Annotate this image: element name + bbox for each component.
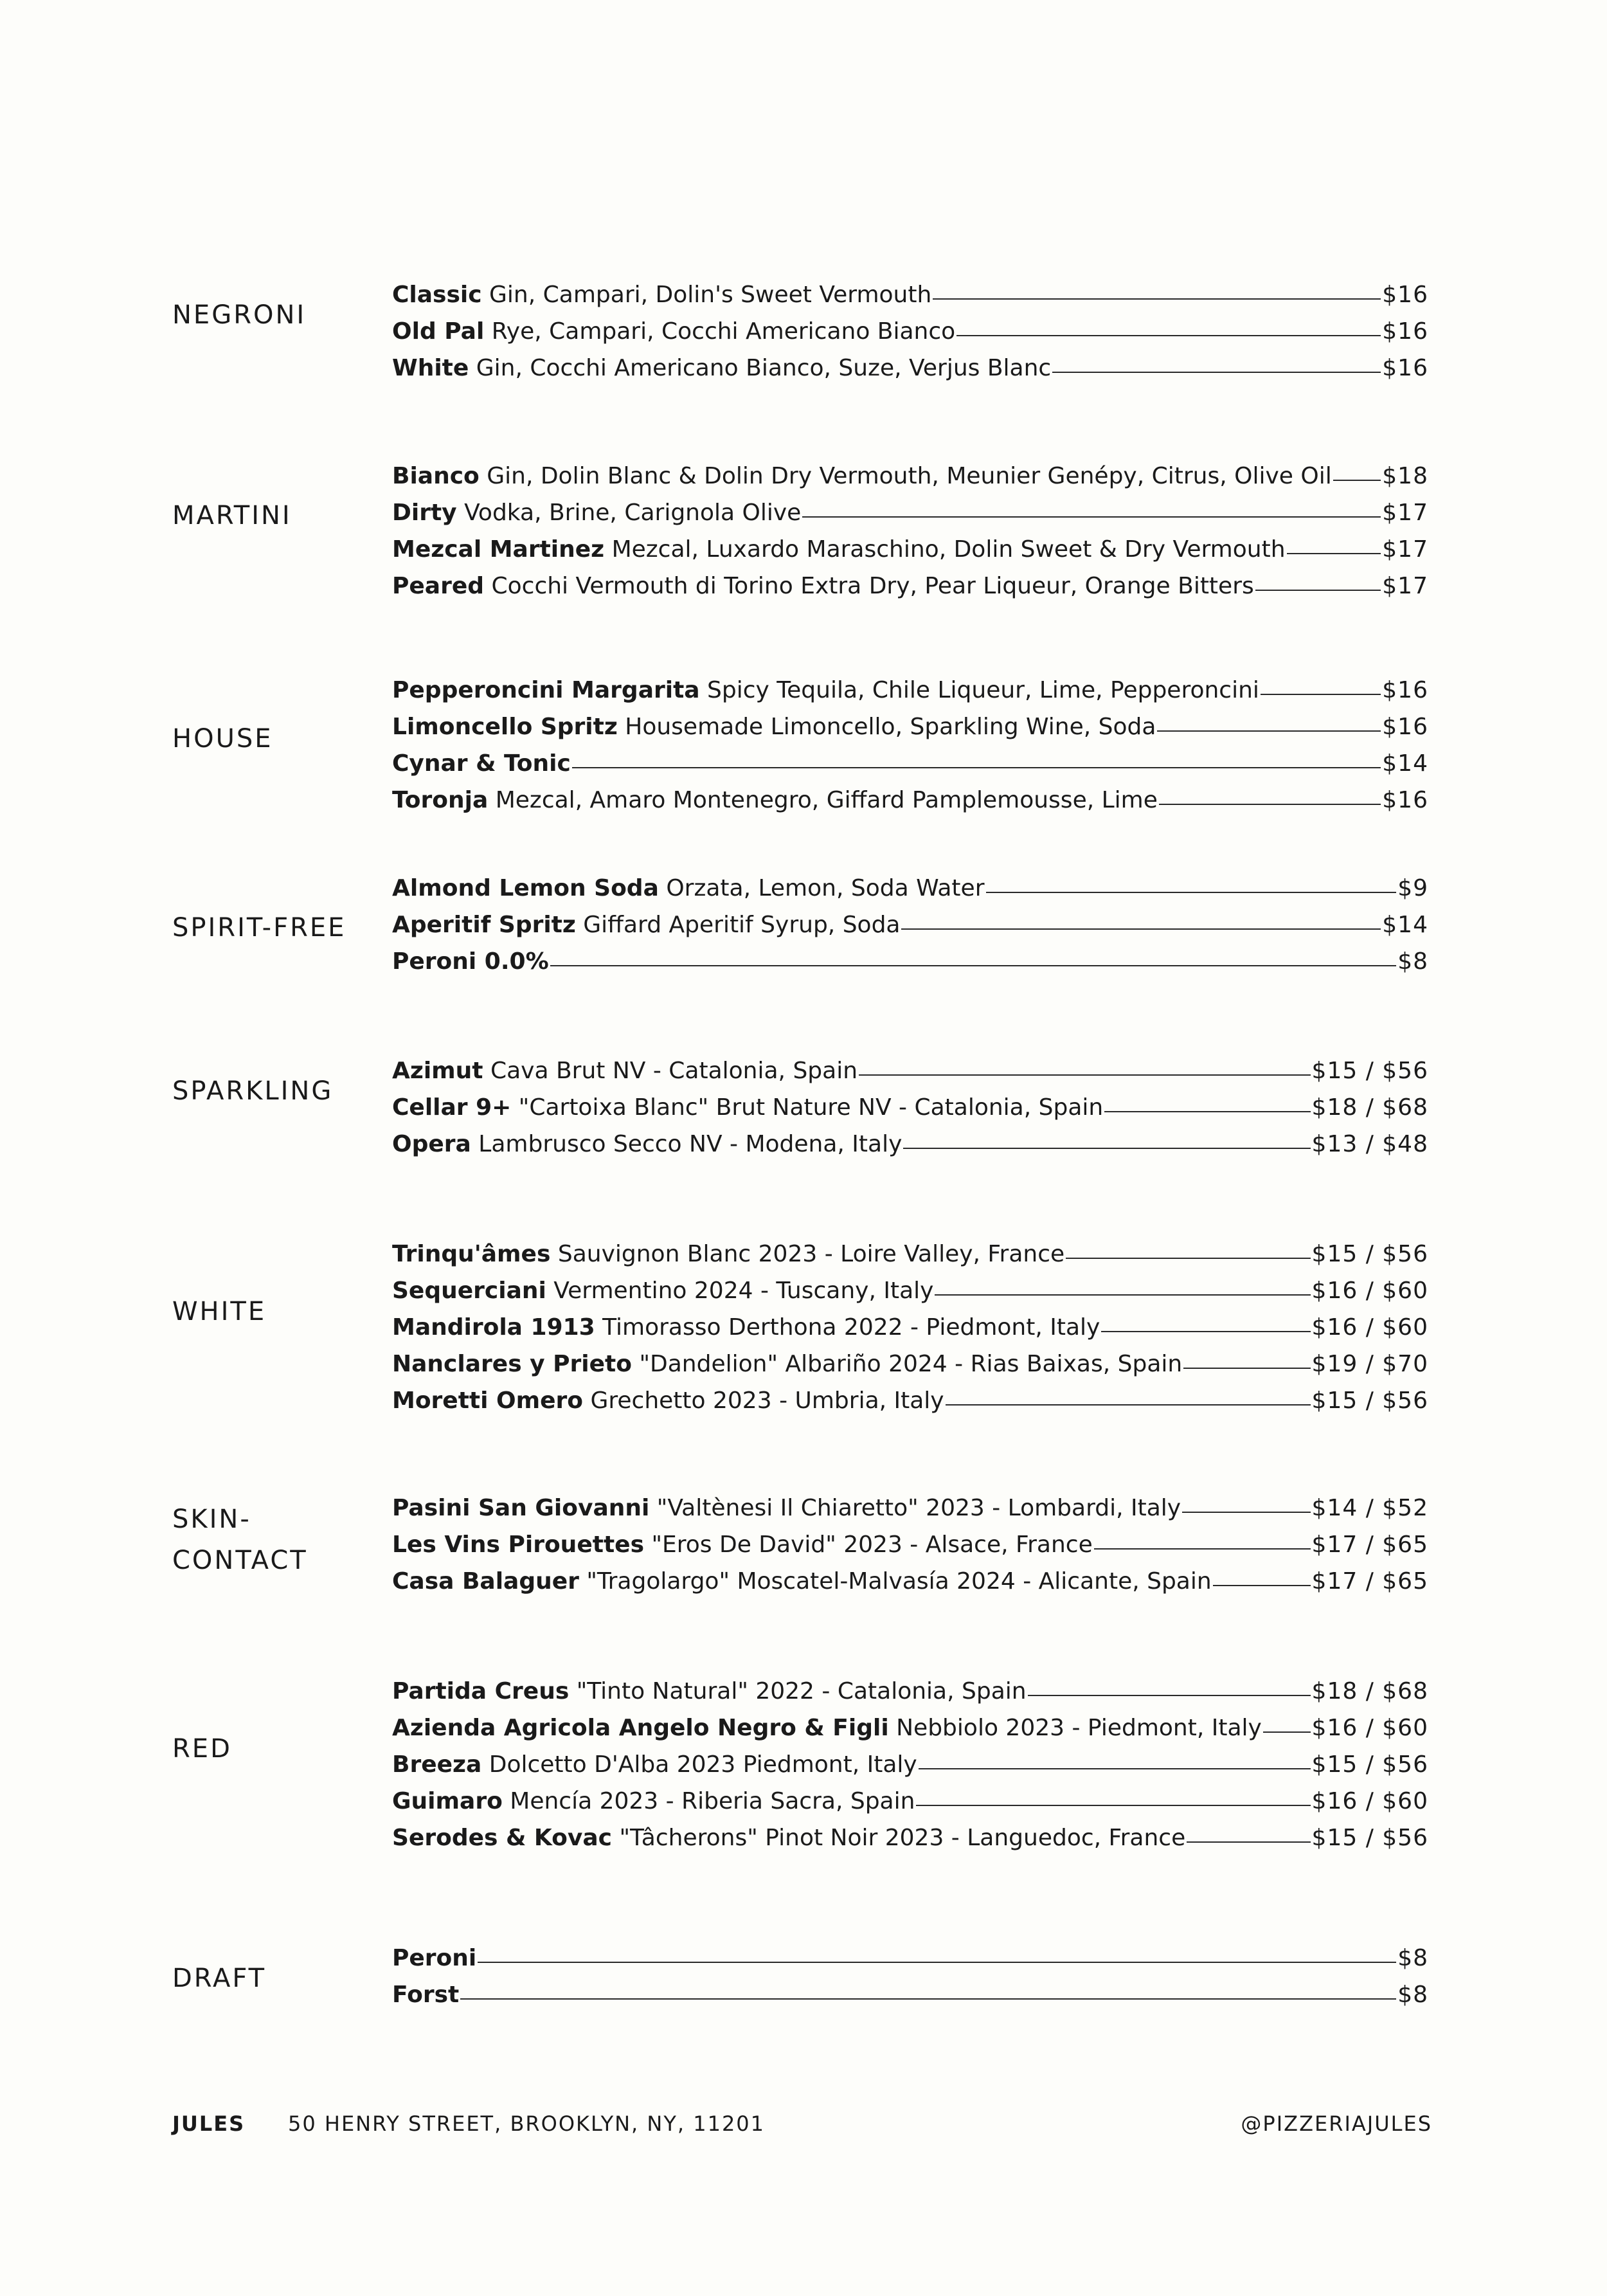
- menu-item: [392, 1783, 1428, 1820]
- item-text: [392, 1309, 1100, 1346]
- item-name: Limoncello Spritz: [392, 714, 618, 740]
- item-text: [392, 1940, 476, 1976]
- leader-line: [1104, 1111, 1310, 1112]
- leader-line: [1157, 730, 1381, 732]
- item-description: Gin, Cocchi Americano Bianco, Suze, Verjus Blanc: [469, 355, 1052, 381]
- item-text: [392, 1272, 933, 1309]
- category-label: NEGRONI: [172, 300, 307, 330]
- item-text: [392, 1976, 459, 2013]
- leader-line: [859, 1074, 1311, 1076]
- item-name: Cynar & Tonic: [392, 750, 571, 777]
- menu-item: [392, 494, 1428, 531]
- item-list: [392, 1940, 1428, 2013]
- item-text: [392, 1053, 857, 1089]
- leader-line: [1101, 1331, 1310, 1332]
- menu-item: [392, 1272, 1428, 1309]
- item-price: $16 / $60: [1311, 1788, 1428, 1814]
- item-price: $15 / $56: [1311, 1825, 1428, 1851]
- item-description: Dolcetto D'Alba 2023 Piedmont, Italy: [481, 1751, 917, 1778]
- item-price: $8: [1397, 1982, 1428, 2008]
- item-description: Orzata, Lemon, Soda Water: [658, 875, 985, 901]
- item-text: [392, 1236, 1064, 1272]
- category-label: RED: [172, 1734, 232, 1764]
- menu-item: [392, 276, 1428, 313]
- item-price: $15 / $56: [1311, 1751, 1428, 1778]
- menu-item: [392, 1126, 1428, 1162]
- item-price: $17 / $65: [1311, 1532, 1428, 1558]
- leader-line: [1182, 1512, 1310, 1513]
- item-name: Cellar 9+: [392, 1094, 512, 1121]
- item-text: [392, 1126, 902, 1162]
- item-name: Peared: [392, 573, 485, 599]
- item-name: Peroni: [392, 1945, 477, 1971]
- item-price: $17: [1382, 573, 1428, 599]
- item-name: Guimaro: [392, 1788, 503, 1814]
- item-description: Housemade Limoncello, Sparkling Wine, Soda: [617, 714, 1156, 740]
- item-description: Grechetto 2023 - Umbria, Italy: [583, 1388, 944, 1414]
- item-name: Serodes & Kovac: [392, 1825, 612, 1851]
- category-label: SPARKLING: [172, 1076, 334, 1106]
- menu-item: [392, 350, 1428, 386]
- item-name: Aperitif Spritz: [392, 912, 576, 938]
- leader-line: [1028, 1695, 1311, 1696]
- item-name: Breeza: [392, 1751, 482, 1778]
- item-description: "Tragolargo" Moscatel-Malvasía 2024 - Alicante, Spain: [579, 1568, 1212, 1595]
- item-price: $15 / $56: [1311, 1388, 1428, 1414]
- item-list: [392, 1236, 1428, 1419]
- category-label: SKIN- CONTACT: [172, 1505, 308, 1575]
- item-price: $18 / $68: [1311, 1678, 1428, 1704]
- menu-item: [392, 458, 1428, 494]
- social-handle: @PIZZERIAJULES: [1241, 2111, 1432, 2136]
- item-price: $18: [1382, 463, 1428, 489]
- item-list: [392, 276, 1428, 386]
- item-description: "Tâcherons" Pinot Noir 2023 - Languedoc, France: [612, 1825, 1186, 1851]
- menu-item: [392, 1089, 1428, 1126]
- item-list: [392, 672, 1428, 818]
- item-text: [392, 1526, 1093, 1563]
- item-description: Giffard Aperitif Syrup, Soda: [575, 912, 901, 938]
- leader-line: [933, 298, 1381, 300]
- item-price: $14 / $52: [1311, 1495, 1428, 1521]
- item-text: [392, 907, 900, 943]
- leader-line: [572, 767, 1381, 768]
- item-price: $15 / $56: [1311, 1241, 1428, 1267]
- item-price: $19 / $70: [1311, 1351, 1428, 1377]
- item-name: Casa Balaguer: [392, 1568, 579, 1595]
- item-text: [392, 672, 1259, 709]
- item-description: Cava Brut NV - Catalonia, Spain: [483, 1058, 858, 1084]
- category-label: SPIRIT-FREE: [172, 913, 346, 943]
- address: 50 HENRY STREET, BROOKLYN, NY, 11201: [288, 2111, 766, 2136]
- leader-line: [1066, 1258, 1310, 1259]
- item-name: Moretti Omero: [392, 1388, 584, 1414]
- leader-line: [1287, 553, 1381, 554]
- leader-line: [956, 335, 1381, 336]
- item-text: [392, 568, 1254, 604]
- menu-item: [392, 531, 1428, 568]
- item-price: $16 / $60: [1311, 1314, 1428, 1341]
- menu-item: [392, 745, 1428, 782]
- item-name: Bianco: [392, 463, 480, 489]
- item-text: [392, 782, 1158, 818]
- item-list: [392, 1053, 1428, 1162]
- item-text: [392, 276, 931, 313]
- menu-item: [392, 907, 1428, 943]
- item-name: Dirty: [392, 500, 457, 526]
- item-name: Forst: [392, 1982, 460, 2008]
- item-text: [392, 531, 1286, 568]
- item-price: $13 / $48: [1311, 1131, 1428, 1157]
- leader-line: [478, 1962, 1396, 1963]
- menu-item: [392, 1940, 1428, 1976]
- item-description: "Tinto Natural" 2022 - Catalonia, Spain: [569, 1678, 1027, 1704]
- leader-line: [916, 1805, 1310, 1806]
- item-name: Peroni 0.0%: [392, 948, 549, 975]
- item-name: Nanclares y Prieto: [392, 1351, 632, 1377]
- item-description: Gin, Campari, Dolin's Sweet Vermouth: [481, 282, 932, 308]
- item-price: $8: [1397, 1945, 1428, 1971]
- item-name: Pasini San Giovanni: [392, 1495, 650, 1521]
- menu-item: [392, 782, 1428, 818]
- item-text: [392, 1710, 1262, 1746]
- item-text: [392, 870, 985, 907]
- item-price: $16: [1382, 355, 1428, 381]
- item-name: Old Pal: [392, 318, 485, 345]
- item-text: [392, 458, 1332, 494]
- item-price: $16: [1382, 282, 1428, 308]
- menu-item: [392, 568, 1428, 604]
- leader-line: [1094, 1548, 1311, 1550]
- leader-line: [935, 1294, 1310, 1296]
- leader-line: [903, 1148, 1310, 1149]
- brand-name: JULES: [172, 2111, 246, 2136]
- menu-item: [392, 1053, 1428, 1089]
- item-text: [392, 350, 1051, 386]
- item-description: "Dandelion" Albariño 2024 - Rias Baixas, Spain: [632, 1351, 1183, 1377]
- menu-item: [392, 1710, 1428, 1746]
- item-name: Sequerciani: [392, 1278, 546, 1304]
- menu-item: [392, 943, 1428, 980]
- category-label: WHITE: [172, 1297, 267, 1326]
- item-name: Almond Lemon Soda: [392, 875, 659, 901]
- item-name: Azimut: [392, 1058, 483, 1084]
- leader-line: [986, 892, 1397, 893]
- item-description: Rye, Campari, Cocchi Americano Bianco: [484, 318, 956, 345]
- item-name: Mezcal Martinez: [392, 536, 605, 563]
- item-name: Opera: [392, 1131, 471, 1157]
- item-description: Mezcal, Amaro Montenegro, Giffard Pamplemousse, Lime: [488, 787, 1158, 813]
- menu-item: [392, 1236, 1428, 1272]
- item-text: [392, 1746, 917, 1783]
- leader-line: [1187, 1841, 1310, 1843]
- leader-line: [1213, 1585, 1311, 1586]
- item-price: $17: [1382, 536, 1428, 563]
- item-name: Azienda Agricola Angelo Negro & Figli: [392, 1715, 889, 1741]
- item-name: Les Vins Pirouettes: [392, 1532, 644, 1558]
- leader-line: [946, 1404, 1311, 1406]
- menu-item: [392, 1382, 1428, 1419]
- item-text: [392, 1563, 1212, 1600]
- item-text: [392, 745, 571, 782]
- menu-item: [392, 1976, 1428, 2013]
- leader-line: [901, 928, 1381, 930]
- item-name: White: [392, 355, 469, 381]
- category-label: MARTINI: [172, 501, 292, 530]
- item-description: "Eros De David" 2023 - Alsace, France: [644, 1532, 1093, 1558]
- leader-line: [1261, 694, 1381, 695]
- item-text: [392, 494, 801, 531]
- item-description: Vermentino 2024 - Tuscany, Italy: [546, 1278, 934, 1304]
- item-price: $14: [1382, 750, 1428, 777]
- menu-item: [392, 1309, 1428, 1346]
- item-text: [392, 1382, 944, 1419]
- category-label: HOUSE: [172, 724, 273, 754]
- menu-item: [392, 1673, 1428, 1710]
- item-text: [392, 1673, 1027, 1710]
- menu-item: [392, 1490, 1428, 1526]
- item-text: [392, 1820, 1185, 1856]
- item-text: [392, 1490, 1181, 1526]
- item-price: $18 / $68: [1311, 1094, 1428, 1121]
- item-list: [392, 458, 1428, 604]
- leader-line: [1263, 1731, 1311, 1733]
- leader-line: [1333, 480, 1381, 481]
- item-price: $16: [1382, 787, 1428, 813]
- menu-item: [392, 1526, 1428, 1563]
- item-description: Lambrusco Secco NV - Modena, Italy: [471, 1131, 902, 1157]
- leader-line: [802, 516, 1381, 518]
- item-text: [392, 1783, 915, 1820]
- leader-line: [460, 1998, 1396, 2000]
- item-name: Mandirola 1913: [392, 1314, 595, 1341]
- item-name: Partida Creus: [392, 1678, 570, 1704]
- item-text: [392, 1346, 1182, 1382]
- item-name: Classic: [392, 282, 482, 308]
- item-description: Mezcal, Luxardo Maraschino, Dolin Sweet & Dry Vermouth: [604, 536, 1286, 563]
- item-name: Trinqu'âmes: [392, 1241, 551, 1267]
- item-name: Pepperoncini Margarita: [392, 677, 700, 703]
- menu-item: [392, 313, 1428, 350]
- item-price: $16 / $60: [1311, 1715, 1428, 1741]
- item-price: $17: [1382, 500, 1428, 526]
- menu-item: [392, 1346, 1428, 1382]
- item-text: [392, 943, 549, 980]
- footer: [172, 2111, 1432, 2136]
- item-price: $16: [1382, 714, 1428, 740]
- item-price: $16: [1382, 677, 1428, 703]
- leader-line: [550, 965, 1397, 966]
- category-label: DRAFT: [172, 1964, 267, 1993]
- menu-item: [392, 870, 1428, 907]
- leader-line: [1052, 372, 1381, 373]
- item-description: Sauvignon Blanc 2023 - Loire Valley, France: [550, 1241, 1065, 1267]
- item-price: $8: [1397, 948, 1428, 975]
- item-list: [392, 870, 1428, 980]
- leader-line: [1159, 804, 1381, 805]
- item-list: [392, 1673, 1428, 1856]
- item-price: $9: [1397, 875, 1428, 901]
- menu-item: [392, 1563, 1428, 1600]
- item-text: [392, 313, 955, 350]
- item-text: [392, 709, 1156, 745]
- leader-line: [919, 1768, 1311, 1769]
- item-price: $16 / $60: [1311, 1278, 1428, 1304]
- item-description: "Valtènesi Il Chiaretto" 2023 - Lombardi, Italy: [649, 1495, 1181, 1521]
- item-price: $15 / $56: [1311, 1058, 1428, 1084]
- menu-item: [392, 672, 1428, 709]
- menu-item: [392, 1746, 1428, 1783]
- item-description: Nebbiolo 2023 - Piedmont, Italy: [888, 1715, 1262, 1741]
- item-text: [392, 1089, 1103, 1126]
- item-description: Cocchi Vermouth di Torino Extra Dry, Pear Liqueur, Orange Bitters: [484, 573, 1254, 599]
- item-description: Spicy Tequila, Chile Liqueur, Lime, Pepperoncini: [699, 677, 1259, 703]
- leader-line: [1183, 1368, 1310, 1369]
- leader-line: [1255, 590, 1381, 591]
- item-description: Gin, Dolin Blanc & Dolin Dry Vermouth, Meunier Genépy, Citrus, Olive Oil: [479, 463, 1332, 489]
- item-price: $16: [1382, 318, 1428, 345]
- item-price: $14: [1382, 912, 1428, 938]
- item-description: Vodka, Brine, Carignola Olive: [456, 500, 802, 526]
- menu-item: [392, 709, 1428, 745]
- item-list: [392, 1490, 1428, 1600]
- item-description: "Cartoixa Blanc" Brut Nature NV - Catalonia, Spain: [511, 1094, 1104, 1121]
- menu-item: [392, 1820, 1428, 1856]
- item-price: $17 / $65: [1311, 1568, 1428, 1595]
- item-description: Timorasso Derthona 2022 - Piedmont, Italy: [595, 1314, 1100, 1341]
- item-description: Mencía 2023 - Riberia Sacra, Spain: [502, 1788, 915, 1814]
- item-name: Toronja: [392, 787, 489, 813]
